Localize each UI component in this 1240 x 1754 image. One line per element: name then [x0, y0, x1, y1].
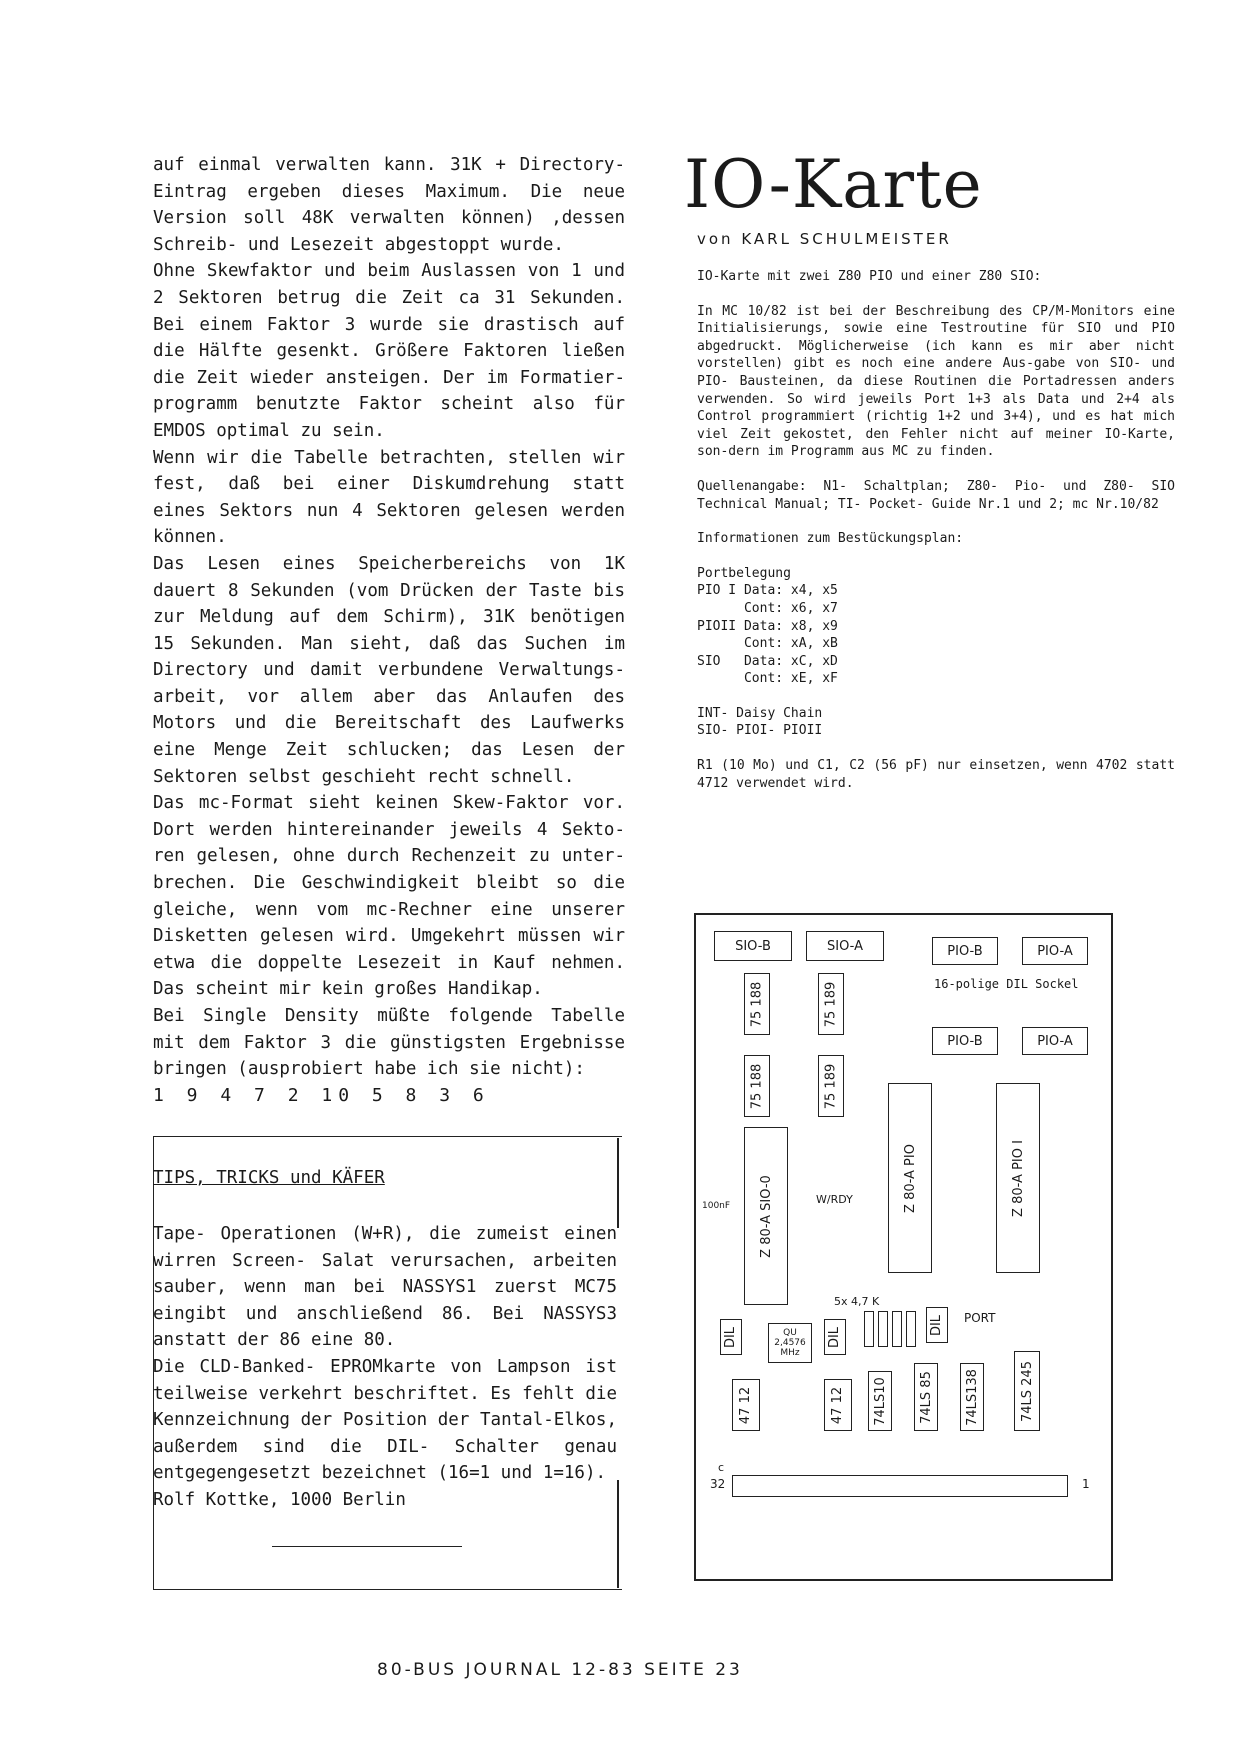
paragraph: Wenn wir die Tabelle betrachten, stellen wir fest, daß bei einer Diskumdrehung statt eines Sektors nun 4 Sektoren gelesen werden können. — [153, 447, 625, 548]
resistor — [892, 1311, 902, 1347]
connector-row-label: c — [718, 1461, 725, 1474]
quartz-crystal: QU 2,4576 MHz — [768, 1323, 812, 1363]
intro: IO-Karte mit zwei Z80 PIO und einer Z80 SIO: — [697, 269, 1042, 284]
chip-75188: 75 188 — [744, 973, 770, 1035]
board-layout — [694, 913, 1113, 1581]
chip-4712-b: 47 12 — [824, 1379, 852, 1431]
bus-connector — [732, 1475, 1068, 1497]
chip-sio-a: SIO-A — [806, 931, 884, 961]
signature: Rolf Kottke, 1000 Berlin — [153, 1489, 406, 1510]
chip-75189: 75 189 — [818, 973, 844, 1035]
tips-body — [153, 1221, 617, 1514]
article-author: von KARL SCHULMEISTER — [697, 230, 952, 248]
chip-75189-b: 75 189 — [818, 1055, 844, 1117]
chip-z80-sio: Z 80-A SIO-0 — [744, 1127, 788, 1305]
resistor — [864, 1311, 874, 1347]
chip-pio-a: PIO-A — [1022, 937, 1088, 965]
paragraph: Tape- Operationen (W+R), die zumeist einen wirren Screen- Salat verursachen, arbeiten sauber, wenn man bei NASSYS1 zuerst MC75 eingibt und anschließend 86. Bei NASSYS3 anstatt der 86 eine 80. — [153, 1224, 617, 1351]
right-column — [697, 268, 1175, 809]
divider — [272, 1546, 462, 1547]
paragraph: Das Lesen eines Speicherbereichs von 1K dauert 8 Sekunden (vom Drücken der Taste bis zur Meldung auf dem Schirm), 31K benötigen 15 Sekunden. Man sieht, daß das Suchen im Directory und damit verbundene Verwaltungs-arbeit, vor allem aber das Anlaufen des Motors und die Bereitschaft des Laufwerks eine Menge Zeit schlucken; das Lesen der Sektoren selbst geschieht recht schnell. — [153, 553, 625, 787]
chip-74ls245: 74LS 245 — [1014, 1351, 1040, 1431]
chip-z80-pio: Z 80-A PIO — [888, 1083, 932, 1273]
connector-pin-1: 1 — [1082, 1477, 1090, 1491]
paragraph: Die CLD-Banked- EPROMkarte von Lampson ist teilweise verkehrt beschriftet. Es fehlt die Kennzeichnung der Position der Tantal-Elkos, außerdem sind die DIL- Schalter genau entgegengesetzt bezeichnet (16=1 und 1=16). — [153, 1356, 617, 1484]
tips-box-right-edge — [617, 1138, 619, 1228]
chip-pio-a-lower: PIO-A — [1022, 1027, 1088, 1055]
chip-pio-b: PIO-B — [932, 937, 998, 965]
resistor — [878, 1311, 888, 1347]
dil-switch: DIL — [720, 1319, 742, 1355]
chip-sio-b: SIO-B — [714, 931, 792, 961]
paragraph: Ohne Skewfaktor und beim Auslassen von 1 und 2 Sektoren betrug die Zeit ca 31 Sekunden. Bei einem Faktor 3 wurde sie drastisch auf die Hälfte gesenkt. Größere Faktoren ließen die Zeit wieder ansteigen. Der im Formatier-programm benutzte Faktor scheint also für EMDOS optimal zu sein. — [153, 261, 625, 441]
paragraph: auf einmal verwalten kann. 31K + Directory-Eintrag ergeben dieses Maximum. Die neue Version soll 48K verwalten können) ,dessen Schreib- und Lesezeit abgestoppt wurde. — [153, 155, 625, 255]
chip-4712: 47 12 — [732, 1379, 760, 1431]
paragraph: Bei Single Density müßte folgende Tabelle mit dem Faktor 3 die günstigsten Ergebnisse bringen (ausprobiert habe ich sie nicht): — [153, 1006, 625, 1080]
chip-74ls10: 74LS10 — [868, 1371, 892, 1431]
capacitor-label: 100nF — [702, 1201, 731, 1211]
connector-pin-32: 32 — [710, 1477, 726, 1491]
chip-pio-b-lower: PIO-B — [932, 1027, 998, 1055]
info-heading: Informationen zum Bestückungsplan: — [697, 531, 964, 547]
article-title: IO-Karte — [684, 146, 983, 223]
paragraph: In MC 10/82 ist bei der Beschreibung des CP/M-Monitors eine Initialisierungs, sowie eine Testroutine für SIO und PIO abgedruckt. Möglicherweise (ich kann es mir aber nicht vorstellen) gibt es noch eine andere Aus-gabe von SIO- und PIO- Bausteinen, da diese Routinen die Portadressen anders verwenden. So wird jeweils Port 1+3 als Data und 2+4 als Control programmiert (richtig 1+2 und 3+4), und es hat mich viel Zeit gekostet, den Fehler nicht auf meiner IO-Karte, son-dern im Programm aus MC zu finden. — [697, 303, 1175, 460]
skew-table-digits: 1 9 4 7 2 10 5 8 3 6 — [153, 1084, 490, 1106]
chip-74ls138: 74LS138 — [960, 1363, 984, 1431]
tips-box-right-edge — [617, 1480, 619, 1588]
tips-title: TIPS, TRICKS und KÄFER — [153, 1168, 385, 1188]
socket-label: 16-polige DIL Sockel — [934, 977, 1079, 991]
dil-switch: DIL — [824, 1319, 846, 1355]
chip-74ls85: 74LS 85 — [914, 1363, 938, 1431]
dil-switch: DIL — [926, 1307, 948, 1343]
left-column — [153, 152, 625, 1109]
chip-75188-b: 75 188 — [744, 1055, 770, 1117]
daisy-chain: INT- Daisy Chain SIO- PIOI- PIOII — [697, 705, 823, 739]
resistor — [906, 1311, 916, 1347]
sources: Quellenangabe: N1- Schaltplan; Z80- Pio- und Z80- SIO Technical Manual; TI- Pocket- Guide Nr.1 und 2; mc Nr.10/82 — [697, 478, 1175, 512]
page-footer: 80-BUS JOURNAL 12-83 SEITE 23 — [377, 1660, 743, 1680]
resistor-label: 5x 4,7 K — [834, 1295, 880, 1308]
paragraph: Das mc-Format sieht keinen Skew-Faktor vor. Dort werden hintereinander jeweils 4 Sekto-ren gelesen, ohne durch Rechenzeit zu unter-brechen. Die Geschwindigkeit bleibt so die gleiche, wenn vom mc-Rechner eine unserer Disketten gelesen wird. Umgekehrt müssen wir etwa die doppelte Lesezeit in Kauf nehmen. Das scheint mir kein großes Handikap. — [153, 793, 625, 1000]
chip-z80-pio-i: Z 80-A PIO I — [996, 1083, 1040, 1273]
note: R1 (10 Mo) und C1, C2 (56 pF) nur einsetzen, wenn 4702 statt 4712 verwendet wird. — [697, 758, 1175, 791]
port-label: PORT — [964, 1311, 996, 1325]
wrdy-jumper: W/RDY — [816, 1193, 853, 1206]
port-table: Portbelegung PIO I Data: x4, x5 Cont: x6, x7 PIOII Data: x8, x9 Cont: xA, xB SIO Data: xC, xD Cont: xE, xF — [697, 565, 838, 687]
